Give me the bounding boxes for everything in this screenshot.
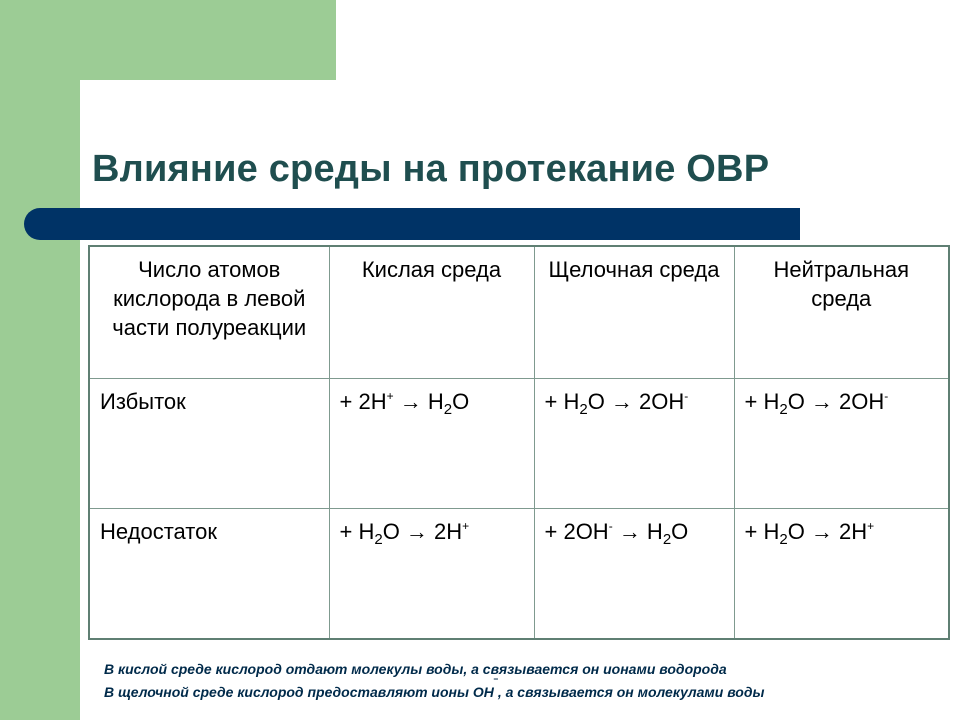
row-label-deficit: Недостаток [89, 508, 329, 639]
title-underline-bar [24, 208, 800, 240]
cell-deficit-neutral: + $H_2O \to 2H^+$ [734, 508, 949, 639]
table-row-excess [89, 378, 949, 508]
table-row-deficit [89, 508, 949, 639]
table-header-row [89, 246, 949, 378]
header-acidic: Кислая среда [329, 246, 534, 378]
green-sidebar-background [0, 0, 80, 720]
green-top-background [0, 0, 336, 80]
header-oxygen-count: Число атомов кислорода в левой части полуреакции [89, 246, 329, 378]
cell-deficit-acidic: + $H_2O \to 2H^+$ [329, 508, 534, 639]
footnote-alkaline: В щелочной среде кислород предоставляют ионы OH‾, а связывается он молекулами воды [104, 677, 765, 700]
redox-medium-table [88, 245, 950, 640]
cell-excess-neutral: + $H_2O \to 2OH^-$ [734, 378, 949, 508]
footnote-acidic: В кислой среде кислород отдают молекулы воды, а связывается он ионами водорода [104, 661, 727, 677]
cell-deficit-alkaline: + $2OH^- \to H_2O$ [534, 508, 734, 639]
slide-title: Влияние среды на протекание ОВР [92, 148, 770, 190]
header-alkaline: Щелочная среда [534, 246, 734, 378]
header-neutral: Нейтральная среда [734, 246, 949, 378]
cell-excess-acidic: + $2H^+ \to H_2O$ [329, 378, 534, 508]
cell-excess-alkaline: + $H_2O \to 2OH^-$ [534, 378, 734, 508]
row-label-excess: Избыток [89, 378, 329, 508]
